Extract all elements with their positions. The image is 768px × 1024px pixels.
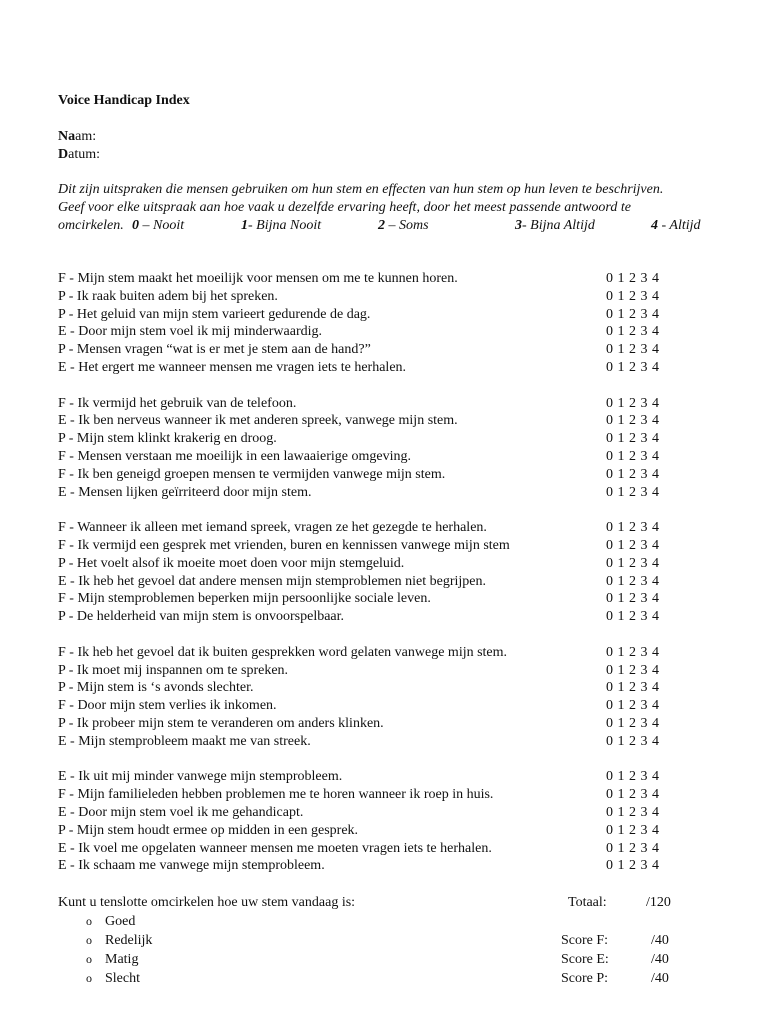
score-f-label: Score F: <box>561 933 609 948</box>
score-f-value: /40 <box>651 933 669 948</box>
score-options[interactable]: 0 1 2 3 4 <box>606 306 660 322</box>
question-row <box>58 395 698 413</box>
score-options[interactable]: 0 1 2 3 4 <box>606 591 660 607</box>
question-group <box>58 395 698 502</box>
question-text: F - Door mijn stem verlies ik inkomen. <box>58 698 277 714</box>
date-field <box>58 146 100 164</box>
instructions <box>58 181 758 235</box>
question-row <box>58 519 698 537</box>
score-options[interactable]: 0 1 2 3 4 <box>606 413 660 429</box>
score-options[interactable]: 0 1 2 3 4 <box>606 822 660 838</box>
question-text: P - Ik probeer mijn stem te veranderen om anders klinken. <box>58 715 384 731</box>
score-options[interactable]: 0 1 2 3 4 <box>606 431 660 447</box>
score-options[interactable]: 0 1 2 3 4 <box>606 466 660 482</box>
question-row <box>58 537 698 555</box>
question-group <box>58 270 698 377</box>
score-options[interactable]: 0 1 2 3 4 <box>606 271 660 286</box>
question-text: P - Mijn stem is ‘s avonds slechter. <box>58 680 254 696</box>
question-text: P - Het voelt alsof ik moeite moet doen voor mijn stemgeluid. <box>58 555 405 571</box>
question-row <box>58 804 698 822</box>
score-options[interactable]: 0 1 2 3 4 <box>606 680 660 696</box>
scale-option-4: 4 - Altijd <box>651 218 701 233</box>
scale-option-3: 3- Bijna Altijd <box>515 218 595 233</box>
scale-option-1: 1- Bijna Nooit <box>241 218 322 233</box>
score-options[interactable]: 0 1 2 3 4 <box>606 395 660 411</box>
question-row <box>58 448 698 466</box>
question-row <box>58 857 698 875</box>
question-row <box>58 412 698 430</box>
question-row <box>58 288 698 306</box>
document-title: Voice Handicap Index <box>58 93 190 108</box>
question-row <box>58 608 698 626</box>
score-options[interactable]: 0 1 2 3 4 <box>606 609 660 625</box>
question-row <box>58 733 698 751</box>
score-e-value: /40 <box>651 952 669 967</box>
score-options[interactable]: 0 1 2 3 4 <box>606 555 660 571</box>
scale-option-0: 0 – Nooit <box>132 218 185 233</box>
voice-option-row <box>58 970 698 989</box>
question-text: P - Ik raak buiten adem bij het spreken. <box>58 288 278 304</box>
summary-question-row <box>58 894 698 913</box>
question-row <box>58 662 698 680</box>
instructions-line-2: Geef voor elke uitspraak aan hoe vaak u dezelfde ervaring heeft, door het meest passende antwoord te <box>58 200 631 215</box>
score-options[interactable]: 0 1 2 3 4 <box>606 359 660 375</box>
question-text: P - Mensen vragen “wat is er met je stem aan de hand?” <box>58 342 371 358</box>
date-label-bold: D <box>58 147 69 162</box>
question-text: E - Door mijn stem voel ik me gehandicapt. <box>58 804 304 820</box>
instructions-line-1: Dit zijn uitspraken die mensen gebruiken om hun stem en effecten van hun stem op hun leven te beschrijven. <box>58 182 664 197</box>
voice-option-row <box>58 913 698 932</box>
question-text: F - Mijn familieleden hebben problemen me te horen wanneer ik roep in huis. <box>58 787 494 803</box>
circle-bullet-icon: o <box>86 914 92 928</box>
question-text: P - De helderheid van mijn stem is onvoorspelbaar. <box>58 609 345 625</box>
scale-option-2: 2 – Soms <box>378 218 429 233</box>
circle-bullet-icon: o <box>86 952 92 966</box>
score-options[interactable]: 0 1 2 3 4 <box>606 448 660 464</box>
score-options[interactable]: 0 1 2 3 4 <box>606 324 660 340</box>
question-row <box>58 341 698 359</box>
score-options[interactable]: 0 1 2 3 4 <box>606 520 660 536</box>
question-text: E - Mensen lijken geïrriteerd door mijn stem. <box>58 484 312 500</box>
score-options[interactable]: 0 1 2 3 4 <box>606 715 660 731</box>
voice-option-row <box>58 951 698 970</box>
question-row <box>58 840 698 858</box>
score-options[interactable]: 0 1 2 3 4 <box>606 804 660 820</box>
question-row <box>58 822 698 840</box>
name-label-rest: am: <box>75 129 97 144</box>
score-options[interactable]: 0 1 2 3 4 <box>606 698 660 714</box>
total-label: Totaal: <box>568 895 607 910</box>
question-group <box>58 644 698 751</box>
question-text: F - Mensen verstaan me moeilijk in een lawaaierige omgeving. <box>58 448 412 464</box>
question-text: E - Ik uit mij minder vanwege mijn stemprobleem. <box>58 769 343 785</box>
question-text: E - Het ergert me wanneer mensen me vragen iets te herhalen. <box>58 359 407 375</box>
question-row <box>58 644 698 662</box>
summary-question: Kunt u tenslotte omcirkelen hoe uw stem vandaag is: <box>58 895 356 910</box>
question-text: P - Het geluid van mijn stem varieert gedurende de dag. <box>58 306 371 322</box>
question-row <box>58 466 698 484</box>
voice-option-row <box>58 932 698 951</box>
circle-bullet-icon: o <box>86 933 92 947</box>
question-text: P - Ik moet mij inspannen om te spreken. <box>58 662 289 678</box>
score-options[interactable]: 0 1 2 3 4 <box>606 342 660 358</box>
score-options[interactable]: 0 1 2 3 4 <box>606 662 660 678</box>
instructions-line-3: omcirkelen. <box>58 218 124 233</box>
question-text: E - Door mijn stem voel ik mij minderwaardig. <box>58 324 323 340</box>
question-text: F - Mijn stem maakt het moeilijk voor mensen om me te kunnen horen. <box>58 271 458 286</box>
score-p-label: Score P: <box>561 971 609 986</box>
total-value: /120 <box>646 895 671 910</box>
questionnaire-items <box>58 270 698 893</box>
question-row <box>58 270 698 288</box>
question-text: E - Ik schaam me vanwege mijn stemprobleem. <box>58 858 325 874</box>
name-label-bold: Na <box>58 129 76 144</box>
question-group <box>58 519 698 626</box>
scale-legend <box>58 217 758 235</box>
question-text: P - Mijn stem houdt ermee op midden in een gesprek. <box>58 822 359 838</box>
question-text: P - Mijn stem klinkt krakerig en droog. <box>58 431 277 447</box>
name-field <box>58 128 96 146</box>
score-options[interactable]: 0 1 2 3 4 <box>606 484 660 500</box>
question-text: F - Ik vermijd het gebruik van de telefoon. <box>58 395 297 411</box>
question-row <box>58 590 698 608</box>
score-options[interactable]: 0 1 2 3 4 <box>606 769 660 785</box>
score-options[interactable]: 0 1 2 3 4 <box>606 644 660 660</box>
question-text: F - Ik heb het gevoel dat ik buiten gesprekken word gelaten vanwege mijn stem. <box>58 644 508 660</box>
question-row <box>58 697 698 715</box>
question-text: F - Ik ben geneigd groepen mensen te vermijden vanwege mijn stem. <box>58 466 446 482</box>
score-p-value: /40 <box>651 971 669 986</box>
question-row <box>58 573 698 591</box>
score-options[interactable]: 0 1 2 3 4 <box>606 733 660 749</box>
score-options[interactable]: 0 1 2 3 4 <box>606 858 660 874</box>
score-options[interactable]: 0 1 2 3 4 <box>606 787 660 803</box>
question-row <box>58 306 698 324</box>
voice-option-goed[interactable]: Goed <box>105 914 136 929</box>
date-label-rest: atum: <box>68 147 101 162</box>
question-row <box>58 715 698 733</box>
score-options[interactable]: 0 1 2 3 4 <box>606 537 660 553</box>
question-row <box>58 484 698 502</box>
question-text: E - Mijn stemprobleem maakt me van streek. <box>58 733 311 749</box>
question-row <box>58 679 698 697</box>
question-text: F - Ik vermijd een gesprek met vrienden, buren en kennissen vanwege mijn stem <box>58 537 510 553</box>
question-row <box>58 323 698 341</box>
voice-option-matig[interactable]: Matig <box>105 952 139 967</box>
question-text: E - Ik ben nerveus wanneer ik met anderen spreek, vanwege mijn stem. <box>58 413 458 429</box>
score-options[interactable]: 0 1 2 3 4 <box>606 573 660 589</box>
score-options[interactable]: 0 1 2 3 4 <box>606 840 660 856</box>
summary-section <box>58 894 698 989</box>
question-text: E - Ik voel me opgelaten wanneer mensen me moeten vragen iets te herhalen. <box>58 840 492 856</box>
score-e-label: Score E: <box>561 952 609 967</box>
question-row <box>58 768 698 786</box>
score-options[interactable]: 0 1 2 3 4 <box>606 288 660 304</box>
question-text: E - Ik heb het gevoel dat andere mensen mijn stemproblemen niet begrijpen. <box>58 573 487 589</box>
question-group <box>58 768 698 875</box>
question-text: F - Wanneer ik alleen met iemand spreek, vragen ze het gezegde te herhalen. <box>58 520 487 536</box>
question-text: F - Mijn stemproblemen beperken mijn persoonlijke sociale leven. <box>58 591 431 607</box>
circle-bullet-icon: o <box>86 971 92 985</box>
voice-option-slecht[interactable]: Slecht <box>105 971 140 986</box>
question-row <box>58 430 698 448</box>
question-row <box>58 555 698 573</box>
question-row <box>58 786 698 804</box>
voice-option-redelijk[interactable]: Redelijk <box>105 933 153 948</box>
question-row <box>58 359 698 377</box>
